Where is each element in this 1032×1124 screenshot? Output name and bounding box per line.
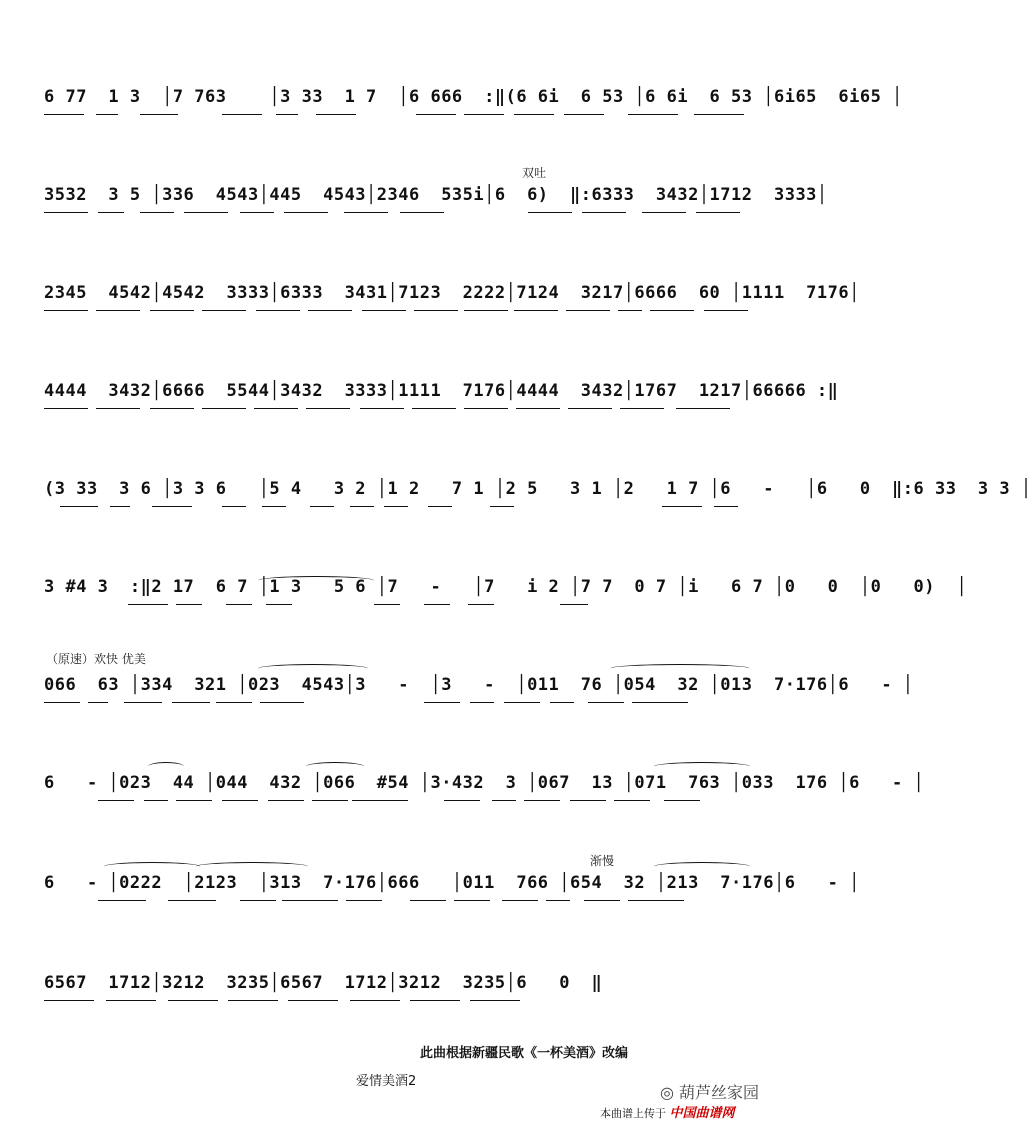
tie-arc xyxy=(610,664,750,673)
score-title: 爱情美酒2 xyxy=(356,1074,417,1089)
tie-arc xyxy=(654,762,750,771)
upload-note: 本曲谱上传于 xyxy=(600,1107,666,1120)
underline-group-1 xyxy=(44,114,756,124)
score-line-8: 6 - │023 44 │044 432 │066 #54 │3·432 3 │067 13 │071 763 │033 176 │6 - │ xyxy=(44,773,925,793)
underline-group-2 xyxy=(44,212,756,222)
tie-arc xyxy=(258,664,368,673)
underline-group-4 xyxy=(44,408,756,418)
score-line-7: 066 63 │334 321 │023 4543│3 - │3 - │011 76 │054 32 │013 7·176│6 - │ xyxy=(44,675,914,695)
tie-arc xyxy=(654,862,750,871)
score-line-6: 3 #4 3 :‖2 17 6 7 │1 3 5 6 │7 - │7 i 2 │7 7 0 7 │i 6 7 │0 0 │0 0) │ xyxy=(44,577,968,597)
tie-arc xyxy=(104,862,200,871)
tie-arc xyxy=(196,862,308,871)
score-line-10: 6567 1712│3212 3235│6567 1712│3212 3235│6 0 ‖ xyxy=(44,973,603,993)
annotation-ritardando: 渐慢 xyxy=(590,854,615,868)
underline-group-5 xyxy=(44,506,756,516)
watermark-name: 葫芦丝家园 xyxy=(679,1083,760,1102)
tie-arc xyxy=(148,762,184,771)
score-line-2: 3532 3 5 │336 4543│445 4543│2346 535i│6 6) ‖:6333 3432│1712 3333│ xyxy=(44,185,828,205)
tie-arc xyxy=(306,762,364,771)
wechat-icon: ◎ xyxy=(660,1083,680,1102)
underline-group-6 xyxy=(44,604,756,614)
arrangement-credit: 此曲根据新疆民歌《一杯美酒》改编 xyxy=(420,1046,629,1061)
score-line-1: 6 77 1 3 │7 763 │3 33 1 7 │6 666 :‖(6 6i 6 53 │6 6i 6 53 │6i65 6i65 │ xyxy=(44,87,903,107)
score-line-5: (3 33 3 6 │3 3 6 │5 4 3 2 │1 2 7 1 │2 5 3 1 │2 1 7 │6 - │6 0 ‖:6 33 3 3 │ xyxy=(44,479,1032,499)
underline-group-9 xyxy=(44,900,756,910)
underline-group-10 xyxy=(44,1000,756,1010)
score-line-4: 4444 3432│6666 5544│3432 3333│1111 7176│4444 3432│1767 1217│66666 :‖ xyxy=(44,381,839,401)
score-line-3: 2345 4542│4542 3333│6333 3431│7123 2222│7124 3217│6666 60 │1111 7176│ xyxy=(44,283,860,303)
annotation-tempo: （原速）欢快 优美 xyxy=(46,652,146,666)
underline-group-8 xyxy=(44,800,756,810)
score-line-9: 6 - │0222 │2123 │313 7·176│666 │011 766 │654 32 │213 7·176│6 - │ xyxy=(44,873,860,893)
watermark-logo xyxy=(660,1080,759,1103)
site-logo: 中国曲谱网 xyxy=(669,1106,735,1121)
annotation-double-tonguing: 双吐 xyxy=(522,166,547,180)
underline-group-3 xyxy=(44,310,756,320)
underline-group-7 xyxy=(44,702,756,712)
site-watermark xyxy=(600,1102,735,1121)
tie-arc xyxy=(258,576,374,585)
